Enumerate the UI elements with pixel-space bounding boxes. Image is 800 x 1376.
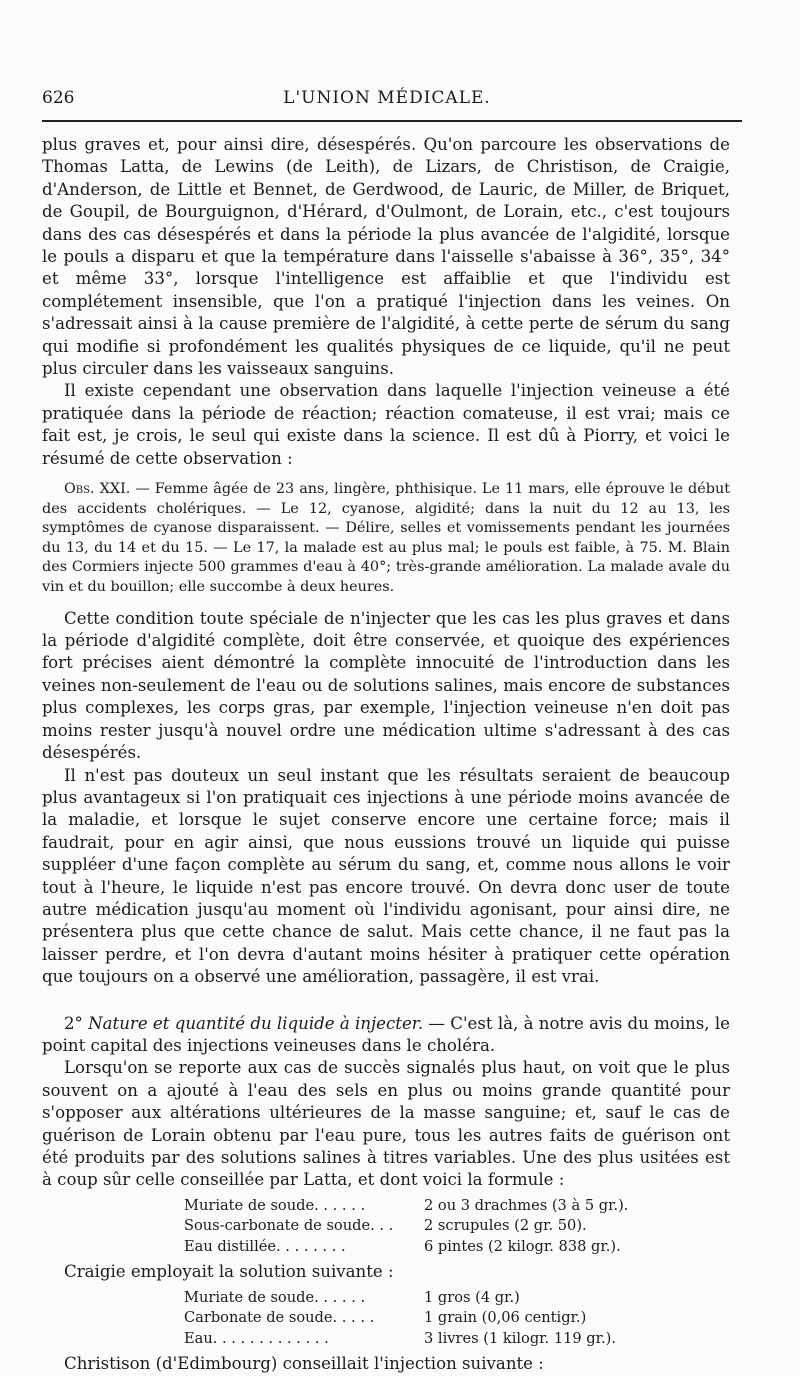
paragraph-6: Craigie employait la solution suivante :	[64, 1262, 394, 1282]
formula-ingredient: Muriate de soude. . . . . .	[184, 1288, 366, 1306]
observation-xxi	[42, 480, 730, 598]
formula-row	[42, 1196, 730, 1217]
paragraph-2: Il existe cependant une observation dans laquelle l'injection veineuse a été pratiquée dans la période de réaction; réaction comateuse, il est vrai; mais ce fait est, je crois, le seul qui existe dans la science. Il est dû à Piorry, et voici le résumé de cette observation :	[42, 381, 730, 468]
running-head: L'UNION MÉDICALE.	[283, 88, 491, 108]
section-text: — C'est là, à notre avis du moins, le point capital des injections veineuses dans le choléra.	[42, 1013, 730, 1055]
section-title: Nature et quantité du liquide à injecter.	[88, 1013, 424, 1033]
formula-row	[42, 1308, 730, 1329]
paragraph-4: Il n'est pas douteux un seul instant que les résultats seraient de beaucoup plus avantageux si l'on pratiquait ces injections à une période moins avancée de la maladie, et lorsque le sujet conserve encore une certaine force; mais il faudrait, pour en agir ainsi, que nous eussions trouvé un liquide qui puisse suppléer d'une façon complète au sérum du sang, et, comme nous allons le voir tout à l'heure, le liquide n'est pas encore trouvé. On devra donc user de toute autre médication jusqu'au moment où l'individu agonisant, pour ainsi dire, ne présentera plus que cette chance de salut. Mais cette chance, il ne faut pas la laisser perdre, et l'on devra d'autant moins hésiter à pratiquer cette opération que toujours on a observé une amélioration, passagère, il est vrai.	[42, 765, 730, 987]
formula-quantity: 2 ou 3 drachmes (3 à 5 gr.).	[424, 1196, 629, 1214]
formula-row	[42, 1216, 730, 1237]
paragraph-3: Cette condition toute spéciale de n'injecter que les cas les plus graves et dans la période d'algidité complète, doit être conservée, et quoique des expériences fort précises aient démontré la complète innocuité de l'introduction dans les veines non-seulement de l'eau ou de solutions salines, mais encore de substances plus complexes, les corps gras, par exemple, l'injection veineuse n'en doit pas moins rester jusqu'à nouvel ordre une médication ultime s'adressant à des cas désespérés.	[42, 608, 730, 763]
formula-row	[42, 1288, 730, 1309]
page	[42, 78, 732, 1374]
formula-ingredient: Muriate de soude. . . . . .	[184, 1196, 366, 1214]
formula-quantity: 6 pintes (2 kilogr. 838 gr.).	[424, 1237, 621, 1255]
paragraph-7: Christison (d'Edimbourg) conseillait l'injection suivante :	[64, 1354, 544, 1374]
formula-ingredient: Eau distillée. . . . . . . .	[184, 1237, 346, 1255]
section-2-heading	[42, 1013, 730, 1058]
header-rule	[42, 120, 742, 122]
paragraph-5: Lorsqu'on se reporte aux cas de succès signalés plus haut, on voit que le plus souvent on a ajouté à l'eau des sels en plus ou moins grande quantité pour s'opposer aux altérations ultérieures de la masse sanguine; et, sauf le cas de guérison de Lorain obtenu par l'eau pure, tous les autres faits de guérison ont été produits par des solutions salines à titres variables. Une des plus usitées est à coup sûr celle conseillée par Latta, et dont voici la formule :	[42, 1058, 730, 1190]
formula-latta	[42, 1196, 730, 1258]
formula-ingredient: Carbonate de soude. . . . .	[184, 1309, 375, 1327]
section-number: 2°	[64, 1013, 83, 1033]
formula-row	[42, 1329, 730, 1350]
formula-quantity: 2 scrupules (2 gr. 50).	[424, 1217, 587, 1235]
formula-row	[42, 1237, 730, 1258]
page-body	[42, 134, 730, 1376]
formula-craigie	[42, 1288, 730, 1350]
page-header	[42, 78, 732, 112]
formula-quantity: 3 livres (1 kilogr. 119 gr.).	[424, 1329, 616, 1347]
observation-text: — Femme âgée de 23 ans, lingère, phthisique. Le 11 mars, elle éprouve le début des accidents cholériques. — Le 12, cyanose, algidité; dans la nuit du 12 au 13, les symptômes de cyanose disparaissent. — Délire, selles et vomissements pendant les journées du 13, du 14 et du 15. — Le 17, la malade est au plus mal; le pouls est faible, à 75. M. Blain des Cormiers injecte 500 grammes d'eau à 40°; très-grande amélioration. La malade avale du vin et du bouillon; elle succombe à deux heures.	[42, 481, 730, 596]
observation-label: Obs. XXI.	[64, 481, 131, 498]
formula-ingredient: Sous-carbonate de soude. . .	[184, 1217, 394, 1235]
formula-quantity: 1 gros (4 gr.)	[424, 1288, 520, 1306]
paragraph-1: plus graves et, pour ainsi dire, désespérés. Qu'on parcoure les observations de Thomas Latta, de Lewins (de Leith), de Lizars, de Christison, de Craigie, d'Anderson, de Little et Bennet, de Gerdwood, de Lauric, de Miller, de Briquet, de Goupil, de Bourguignon, d'Hérard, d'Oulmont, de Lorain, etc., c'est toujours dans des cas désespérés et dans la période la plus avancée de l'algidité, lorsque le pouls a disparu et que la température dans l'aisselle s'abaisse à 36°, 35°, 34° et même 33°, lorsque l'intelligence est affaiblie et que l'individu est complétement insensible, que l'on a pratiqué l'injection dans les veines. On s'adressait ainsi à la cause première de l'algidité, à cette perte de sérum du sang qui modifie si profondément les qualités physiques de ce liquide, qu'il ne peut plus circuler dans les vaisseaux sanguins.	[42, 135, 730, 379]
formula-quantity: 1 grain (0,06 centigr.)	[424, 1309, 587, 1327]
page-number: 626	[42, 88, 75, 108]
formula-ingredient: Eau. . . . . . . . . . . . .	[184, 1329, 329, 1347]
